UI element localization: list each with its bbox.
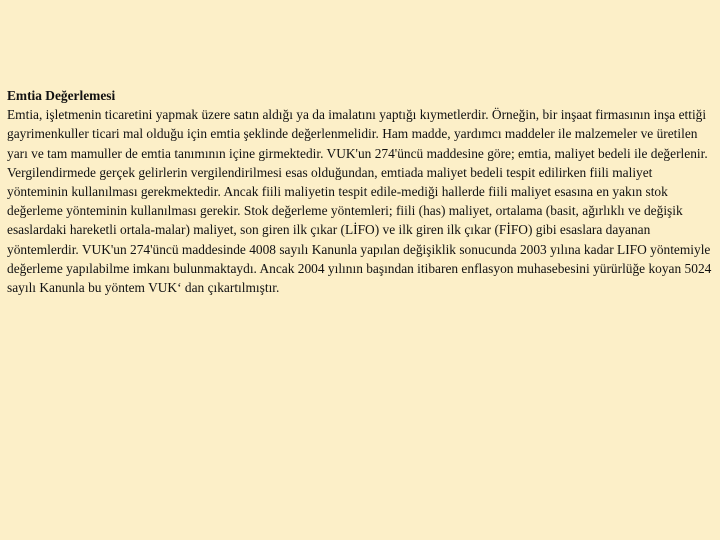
- slide-title: Emtia Değerlemesi: [7, 88, 116, 103]
- paragraph-valuation-methods: Vergilendirmede gerçek gelirlerin vergilendirilmesi esas olduğundan, emtiada maliyet bedeli tespit edilirken fiili maliyet yönteminin kullanılması gerekmektedir. Ancak fiili maliyetin tespit edile-mediği hallerde fiili maliyet esasına en yakın stok değerleme yönteminin kullanılması gerekir. Stok değerleme yöntemleri; fiili (has) maliyet, ortalama (basit, ağırlıklı ve değişik esaslardaki hareketli ortala-malar) maliyet, son giren ilk çıkar (LİFO) ve ilk giren ilk çıkar (FİFO) gibi esaslara dayanan yöntemlerdir. VUK'un 274'üncü maddesinde 4008 sayılı Kanunla yapılan değişiklik sonucunda 2003 yılına kadar LIFO yöntemiyle değerleme yapılabilme imkanı bulunmaktaydı. Ancak 2004 yılının başından itibaren enflasyon muhasebesini yürürlüğe koyan 5024 sayılı Kanunla bu yöntem VUK‘ dan çıkartılmıştır.: [7, 164, 712, 296]
- content-text-box: [7, 86, 715, 297]
- paragraph-definition: Emtia, işletmenin ticaretini yapmak üzere satın aldığı ya da imalatını yaptığı kıymetlerdir. Örneğin, bir inşaat firmasının inşa ettiği gayrimenkuller ticari mal olduğu için emtia şeklinde değerlenmelidir. Ham madde, yardımcı maddeler ile malzemeler ve üretilen yarı ve tam mamuller de emtia tanımının içine girmektedir. VUK'un 274'üncü maddesine göre; emtia, maliyet bedeli ile değerlenir.: [7, 107, 708, 161]
